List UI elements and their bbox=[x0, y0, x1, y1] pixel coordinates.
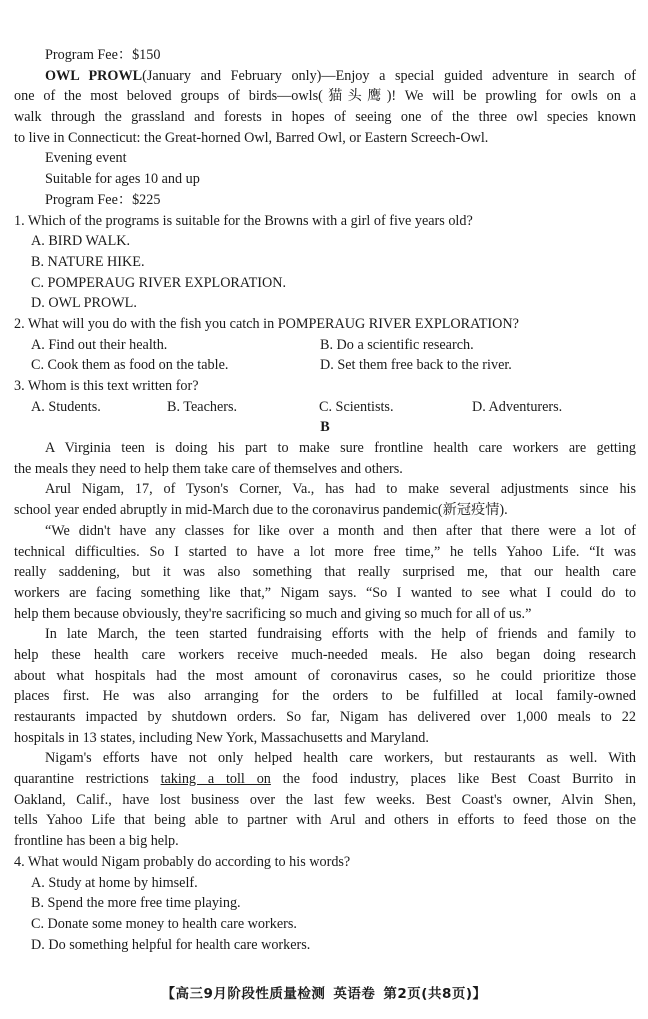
question-3-option-b: B. Teachers. bbox=[167, 398, 238, 415]
question-4-option-c: C. Donate some money to health care workers. bbox=[31, 915, 297, 932]
para-4-line-5: restaurants impacted by shutdown orders. So far, Nigam has delivered over 1,000 meals to 22 bbox=[14, 709, 636, 725]
question-4-option-b: B. Spend the more free time playing. bbox=[31, 895, 241, 912]
question-2-options-row-1 bbox=[14, 335, 636, 356]
question-1-option-b: B. NATURE HIKE. bbox=[31, 253, 145, 270]
question-3-options bbox=[14, 397, 636, 418]
para-5-line-1: Nigam's efforts have not only helped health care workers, but restaurants as well. With bbox=[45, 750, 636, 767]
question-1-option-d: D. OWL PROWL. bbox=[31, 295, 137, 312]
page-footer bbox=[0, 982, 648, 1002]
owl-prowl-line-4: to live in Connecticut: the Great-horned Owl, Barred Owl, or Eastern Screech-Owl. bbox=[14, 129, 489, 146]
owl-prowl-title: OWL PROWL bbox=[45, 67, 143, 84]
evening-event: Evening event bbox=[45, 150, 127, 167]
question-2-option-a: A. Find out their health. bbox=[31, 336, 168, 353]
para-4-line-2: help these health care workers receive much-needed meals. He also began doing research bbox=[14, 646, 636, 663]
question-4-stem: 4. What would Nigam probably do according to his words? bbox=[14, 853, 351, 870]
question-4-option-a: A. Study at home by himself. bbox=[31, 874, 198, 891]
para-3-line-3: really saddening, but it was also something that really surprised me, that our health care bbox=[14, 564, 636, 581]
page-content bbox=[14, 45, 636, 955]
footer-subject: 英语卷 bbox=[333, 986, 376, 1002]
para-5-line-5: frontline has been a big help. bbox=[14, 833, 179, 850]
owl-prowl-line-2: one of the most beloved groups of birds—owls(猫头鹰)! We will be prowling for owls on a bbox=[14, 88, 636, 105]
program-fee-1: Program Fee：$150 bbox=[45, 47, 161, 63]
para-3-line-1: “We didn't have any classes for like over a month and then after that there were a lot of bbox=[45, 522, 636, 539]
para-1-line-1: A Virginia teen is doing his part to make sure frontline health care workers are getting bbox=[45, 440, 636, 457]
question-2-option-c: C. Cook them as food on the table. bbox=[31, 357, 229, 374]
question-1-stem: 1. Which of the programs is suitable for the Browns with a girl of five years old? bbox=[14, 212, 473, 229]
question-1-option-c: C. POMPERAUG RIVER EXPLORATION. bbox=[31, 274, 286, 291]
para-5-line-3: Oakland, Calif., have lost business over the last few weeks. Best Coast's owner, Alvin Shen, bbox=[14, 791, 636, 808]
question-4-option-d: D. Do something helpful for health care workers. bbox=[31, 936, 311, 953]
para-5-line-2-post: the food industry, places like Best Coast Burrito in bbox=[270, 771, 636, 788]
question-2-option-d: D. Set them free back to the river. bbox=[320, 357, 512, 374]
para-1-line-2: the meals they need to help them take care of themselves and others. bbox=[14, 460, 403, 477]
para-3-line-5: help them because obviously, they're sacrificing so much and giving so much for all of us.” bbox=[14, 605, 532, 622]
question-3-option-c: C. Scientists. bbox=[319, 398, 394, 415]
para-4-line-3: about what hospitals had the most amount of coronavirus cases, so he could prioritize those bbox=[14, 667, 636, 684]
question-3-stem: 3. Whom is this text written for? bbox=[14, 378, 199, 394]
question-3-option-a: A. Students. bbox=[31, 398, 101, 415]
owl-prowl-line-3: walk through the grassland and forests in hopes of seeing one of the three owl species known bbox=[14, 109, 636, 126]
para-4-line-1: In late March, the teen started fundraising efforts with the help of friends and family to bbox=[45, 626, 636, 643]
para-2-line-1: Arul Nigam, 17, of Tyson's Corner, Va., has had to make several adjustments since his bbox=[45, 481, 636, 498]
underlined-phrase: taking a toll on bbox=[160, 771, 271, 788]
question-2-options-row-2 bbox=[14, 355, 636, 376]
para-3-line-4: workers are facing something like that,” Nigam says. “So I wanted to see what I could do to bbox=[14, 584, 636, 601]
para-4-line-6: hospitals in 13 states, including New York, Massachusetts and Maryland. bbox=[14, 729, 429, 746]
para-2-line-2: school year ended abruptly in mid-March due to the coronavirus pandemic(新冠疫情). bbox=[14, 502, 508, 519]
question-2-option-b: B. Do a scientific research. bbox=[320, 336, 474, 353]
footer-exam-title: 【高三9月阶段性质量检测 bbox=[161, 986, 326, 1002]
question-3-option-d: D. Adventurers. bbox=[472, 398, 563, 415]
program-fee-2: Program Fee：$225 bbox=[45, 191, 161, 208]
section-b-heading: B bbox=[320, 419, 330, 436]
para-5-line-2-pre: quarantine restrictions bbox=[14, 771, 161, 788]
para-4-line-4: places first. He was also arranging for the orders to be fulfilled at local family-owned bbox=[14, 688, 636, 705]
para-5-line-4: tells Yahoo Life that being able to partner with Arul and others in efforts to feed those on the bbox=[14, 812, 636, 829]
para-5-line-2 bbox=[14, 769, 636, 790]
para-3-line-2: technical difficulties. So I started to have a lot more free time,” he tells Yahoo Life. “It was bbox=[14, 543, 636, 560]
question-2-stem: 2. What will you do with the fish you catch in POMPERAUG RIVER EXPLORATION? bbox=[14, 315, 519, 332]
owl-prowl-line-1 bbox=[14, 66, 636, 87]
footer-page-number: 第2页(共8页)】 bbox=[383, 986, 487, 1002]
suitable-ages: Suitable for ages 10 and up bbox=[45, 171, 200, 188]
owl-prowl-text: (January and February only)—Enjoy a special guided adventure in search of bbox=[142, 67, 636, 84]
question-1-option-a: A. BIRD WALK. bbox=[31, 233, 131, 250]
